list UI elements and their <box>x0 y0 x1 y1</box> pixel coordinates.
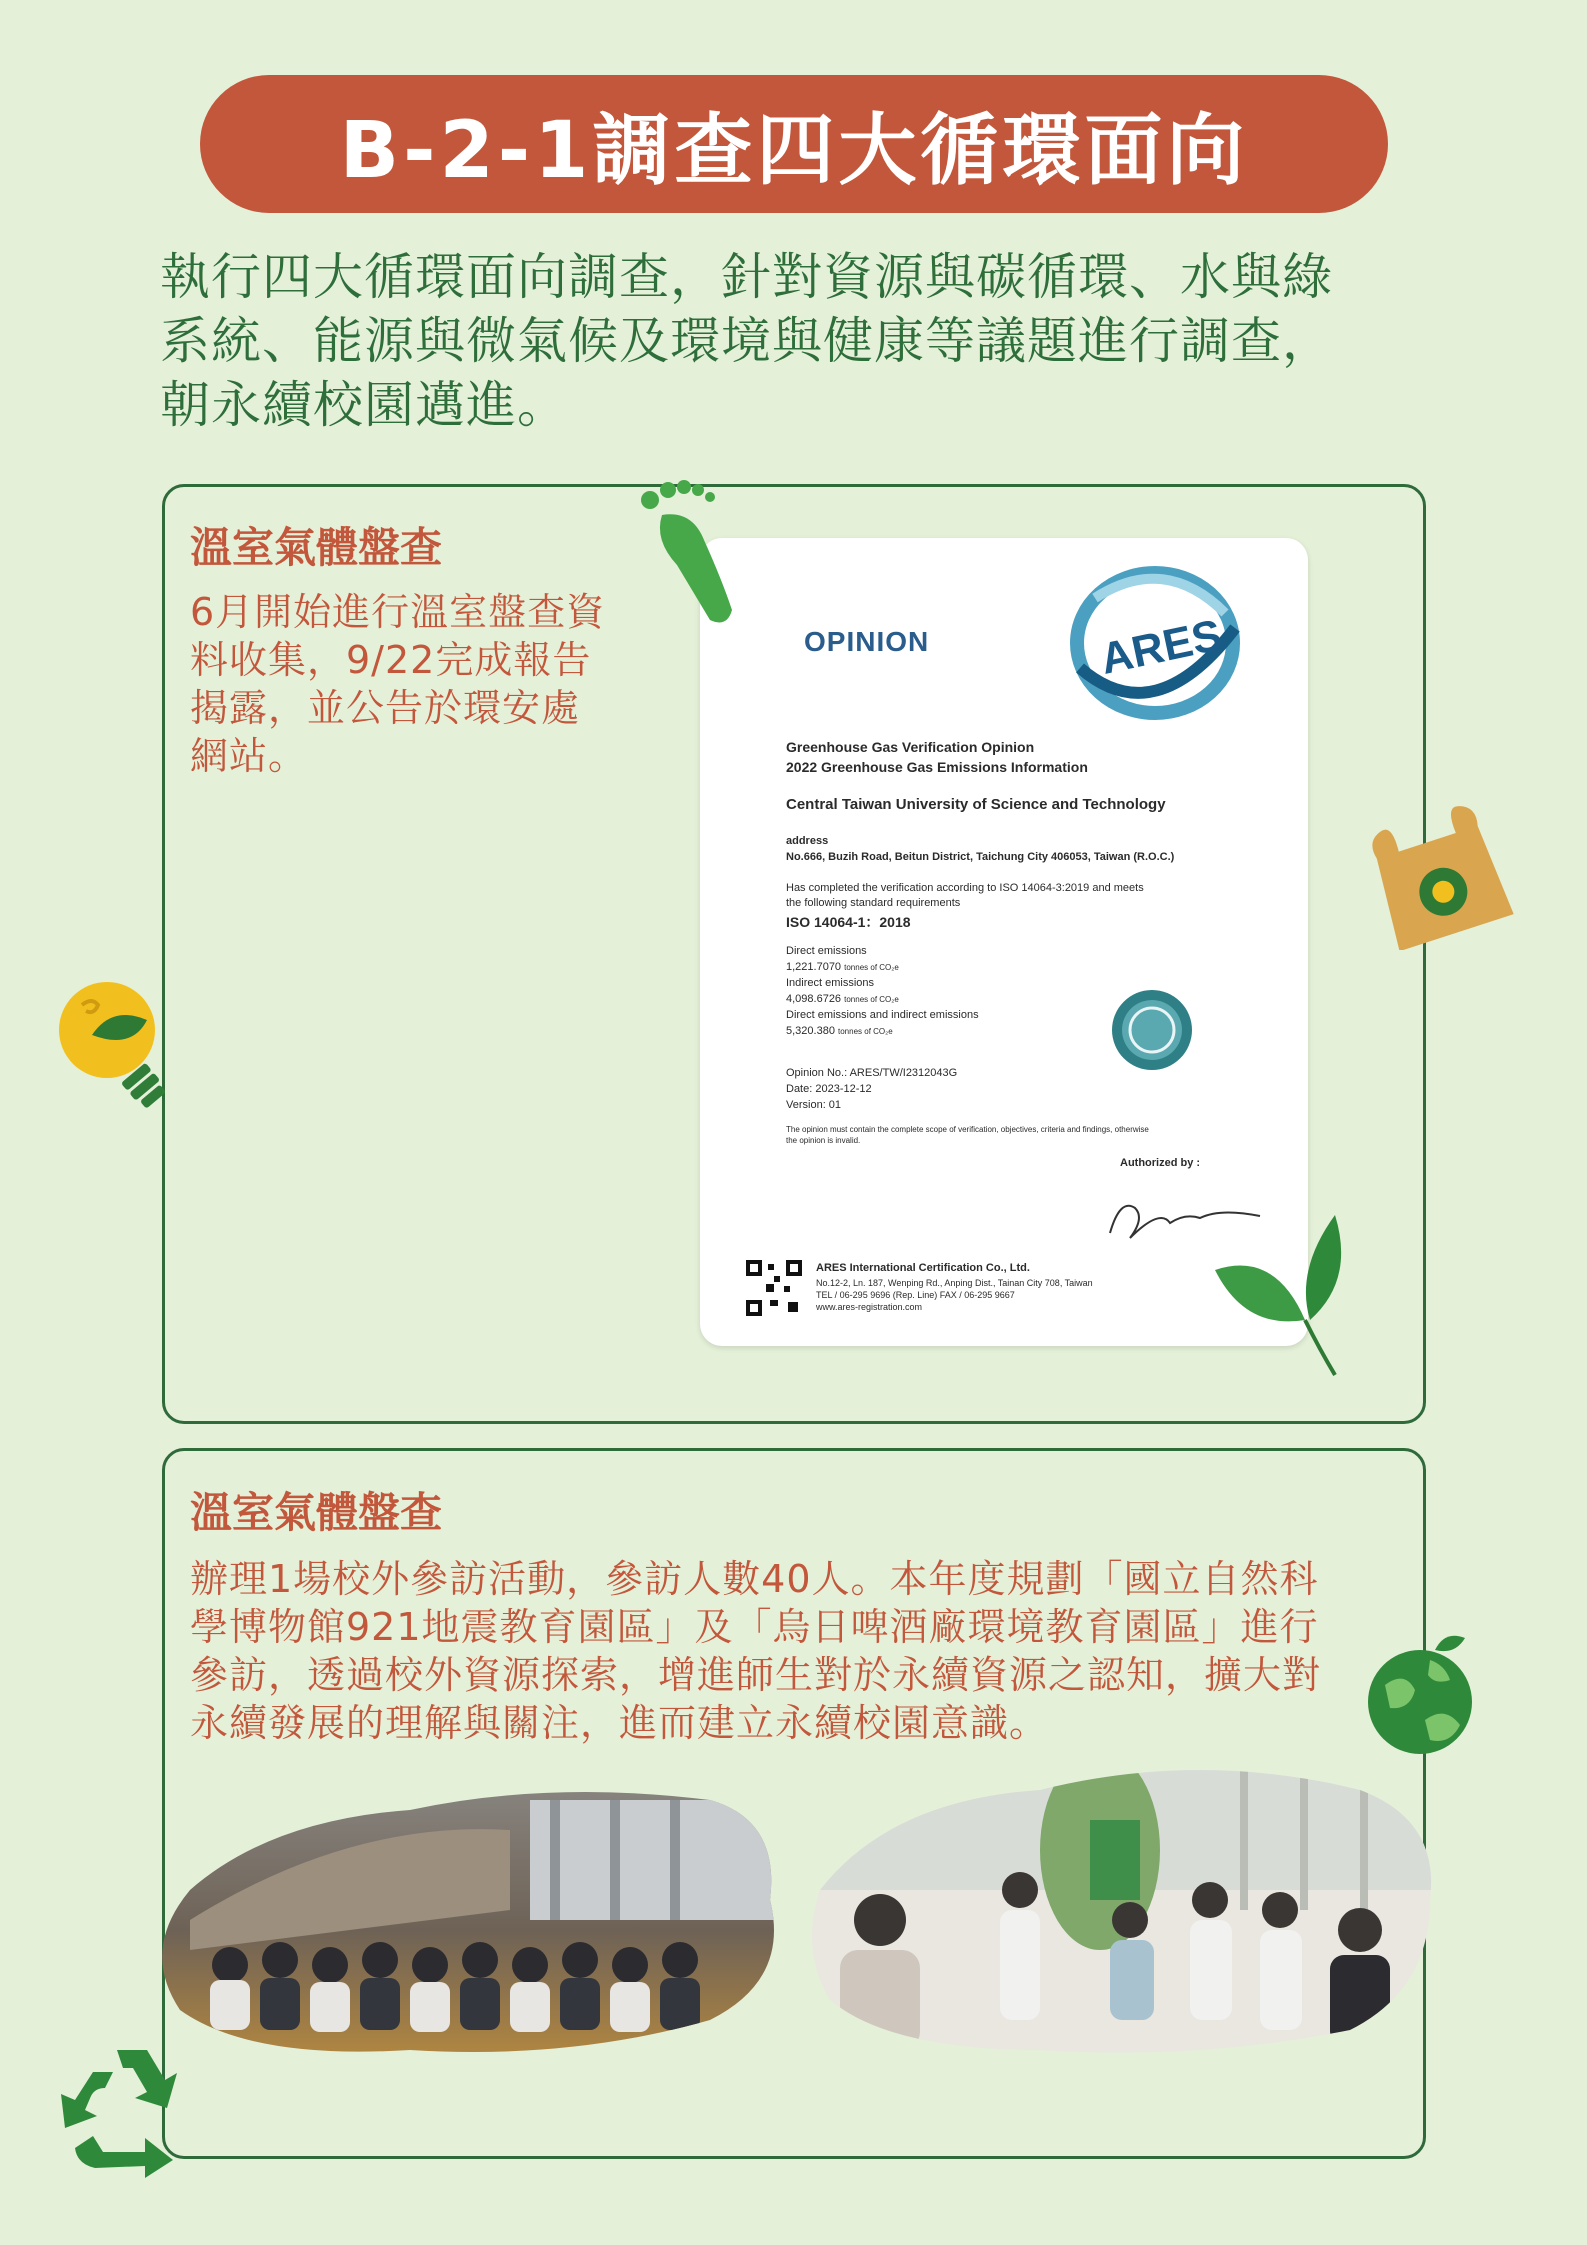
cert-direct-label: Direct emissions <box>786 945 867 957</box>
cert-heading1: Greenhouse Gas Verification Opinion <box>786 739 1035 755</box>
cert-indirect-label: Indirect emissions <box>786 977 875 989</box>
cert-company-addr: No.12-2, Ln. 187, Wenping Rd., Anping Dist., Tainan City 708, Taiwan <box>816 1278 1093 1288</box>
cert-total-value: 5,320.380 <box>786 1025 835 1037</box>
certification-seal-icon <box>1110 988 1194 1072</box>
cert-direct-value: 1,221.7070 <box>786 961 842 973</box>
section2-line: 學博物館921地震教育園區」及「烏日啤酒廠環境教育園區」進行 <box>190 1605 1319 1649</box>
section1-line: 料收集，9/22完成報告 <box>190 638 592 682</box>
cert-authorized: Authorized by : <box>1120 1157 1201 1169</box>
museum-visit-photo <box>150 1760 790 2070</box>
intro-line: 執行四大循環面向調查，針對資源與碳循環、水與綠 <box>160 248 1333 306</box>
cert-unit: tonnes of CO₂e <box>838 1027 893 1036</box>
ares-logo-icon <box>1055 558 1255 728</box>
cert-address-label: address <box>786 835 829 847</box>
section1-body <box>190 588 660 780</box>
recycle-icon <box>55 2040 205 2180</box>
section2-line: 參訪，透過校外資源探索，增進師生對於永續資源之認知，擴大對 <box>190 1653 1322 1697</box>
qr-code-icon <box>744 1258 804 1318</box>
section1-line: 揭露，並公告於環安處 <box>190 686 581 730</box>
cert-unit: tonnes of CO₂e <box>844 995 899 1004</box>
cert-company-tel: TEL / 06-295 9696 (Rep. Line) FAX / 06-295 9667 <box>816 1290 1015 1300</box>
section1-line: 6月開始進行溫室盤查資 <box>190 590 606 634</box>
cert-indirect-value: 4,098.6726 <box>786 993 842 1005</box>
section2-line: 辦理1場校外參訪活動，參訪人數40人。本年度規劃「國立自然科 <box>190 1557 1319 1601</box>
globe-icon <box>1360 1630 1490 1760</box>
cert-completed-1: Has completed the verification according to ISO 14064-3:2019 and meets <box>786 882 1144 894</box>
cert-standard: ISO 14064-1：2018 <box>786 914 911 930</box>
cert-address: No.666, Buzih Road, Beitun District, Taichung City 406053, Taiwan (R.O.C.) <box>786 851 1175 863</box>
cert-note2: the opinion is invalid. <box>786 1136 861 1145</box>
section2-body <box>190 1555 1390 1747</box>
section1-title: 溫室氣體盤查 <box>190 523 443 572</box>
cert-unit: tonnes of CO₂e <box>844 963 899 972</box>
certificate-opinion-label: OPINION <box>804 626 930 657</box>
ares-logo-text: ARES <box>1096 610 1226 684</box>
cert-company-web: www.ares-registration.com <box>816 1302 923 1312</box>
page-title: B-2-1調查四大循環面向 <box>339 106 1249 196</box>
cert-org: Central Taiwan University of Science and Technology <box>786 796 1166 813</box>
brewery-visit-photo <box>800 1740 1440 2060</box>
cert-date: Date: 2023-12-12 <box>786 1083 872 1095</box>
cert-completed-2: the following standard requirements <box>786 897 961 909</box>
intro-line: 系統、能源與微氣候及環境與健康等議題進行調查， <box>160 312 1333 370</box>
cert-note1: The opinion must contain the complete scope of verification, objectives, criteria and findings, otherwise <box>786 1125 1149 1134</box>
section1-line: 網站。 <box>190 734 308 778</box>
tote-bag-icon <box>1360 800 1520 950</box>
cert-total-label: Direct emissions and indirect emissions <box>786 1009 979 1021</box>
cert-heading2: 2022 Greenhouse Gas Emissions Information <box>786 759 1088 775</box>
intro-line: 朝永續校園邁進。 <box>160 376 568 434</box>
cert-company: ARES International Certification Co., Ltd. <box>816 1262 1030 1274</box>
lightbulb-icon <box>52 975 182 1135</box>
leaf-icon <box>1205 1210 1355 1380</box>
cert-version: Version: 01 <box>786 1099 842 1111</box>
footprint-icon <box>632 470 752 630</box>
intro-paragraph <box>160 245 1420 437</box>
cert-opinion-no: Opinion No.: ARES/TW/I2312043G <box>786 1067 958 1079</box>
title-banner <box>200 75 1388 213</box>
section2-title: 溫室氣體盤查 <box>190 1488 443 1537</box>
section2-line: 永續發展的理解與關注，進而建立永續校園意識。 <box>190 1701 1049 1745</box>
